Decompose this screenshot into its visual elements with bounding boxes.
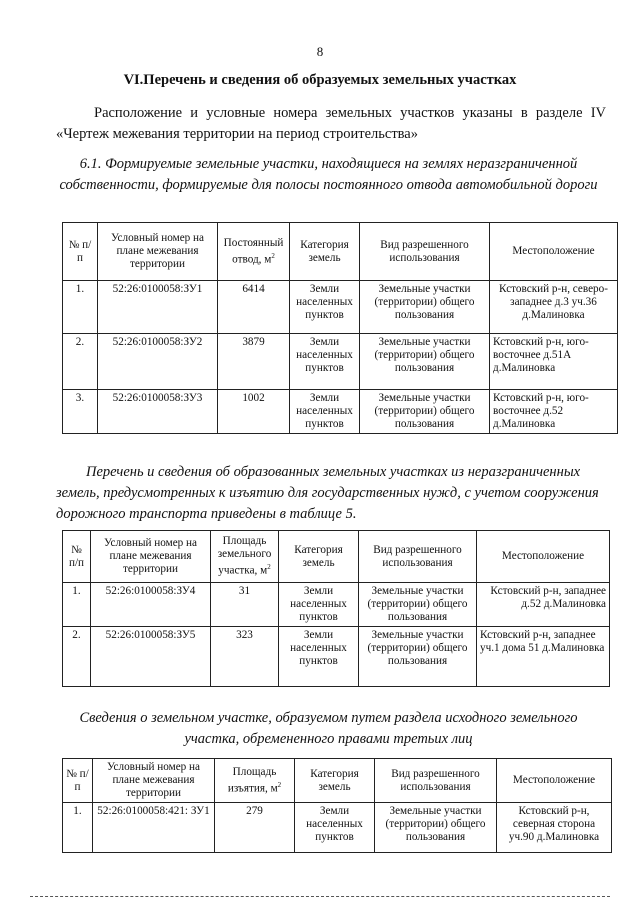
cell-cadastral: 52:26:0100058:421: ЗУ1 xyxy=(93,803,215,853)
cell-category: Земли населенных пунктов xyxy=(279,583,359,627)
section1-title: 6.1. Формируемые земельные участки, находящиеся на землях неразграниченной собственности, формируемые для полосы постоянного отвода автомобильной дороги xyxy=(59,156,598,193)
cell-category: Земли населенных пунктов xyxy=(290,334,360,390)
cell-num: 3. xyxy=(63,390,98,434)
cell-area: 6414 xyxy=(218,281,290,334)
division-table xyxy=(62,758,612,853)
cell-use: Земельные участки (территории) общего пользования xyxy=(375,803,497,853)
table-header-row xyxy=(63,531,610,583)
cell-use: Земельные участки (территории) общего пользования xyxy=(359,583,477,627)
cell-use: Земельные участки (территории) общего пользования xyxy=(360,390,490,434)
section2-title: Перечень и сведения об образованных земельных участках из неразграниченных земель, предусмотренных к изъятию для государственных нужд, с учетом сооружения дорожного транспорта приведены в таблице 5. xyxy=(56,464,599,522)
cell-cadastral: 52:26:0100058:ЗУ1 xyxy=(98,281,218,334)
header-location: Местоположение xyxy=(490,223,618,281)
cell-area: 279 xyxy=(215,803,295,853)
header-area: Площадь изъятия, $м^2$ xyxy=(215,759,295,803)
header-area: Постоянный отвод, $м^2$ xyxy=(218,223,290,281)
header-category: Категория земель xyxy=(295,759,375,803)
cell-location: Кстовский р-н, северо-западнее д.3 уч.36 д.Малиновка xyxy=(490,281,618,334)
cell-category: Земли населенных пунктов xyxy=(290,390,360,434)
header-area: Площадь земельного участка, $м^2$ xyxy=(211,531,279,583)
cell-use: Земельные участки (территории) общего пользования xyxy=(360,334,490,390)
header-num: № п/п xyxy=(63,531,91,583)
section-heading: VI.Перечень и сведения об образуемых земельных участках xyxy=(123,72,517,88)
cell-area: 323 xyxy=(211,627,279,687)
cell-location: Кстовский р-н, западнее д.52 д.Малиновка xyxy=(477,583,610,627)
header-category: Категория земель xyxy=(279,531,359,583)
table-row xyxy=(63,803,612,853)
cell-area: 31 xyxy=(211,583,279,627)
header-num: № п/п xyxy=(63,223,98,281)
cell-location: Кстовский р-н, северная сторона уч.90 д.Малиновка xyxy=(497,803,612,853)
table-row xyxy=(63,583,610,627)
header-use: Вид разрешенного использования xyxy=(360,223,490,281)
table-row xyxy=(63,281,618,334)
cell-num: 1. xyxy=(63,803,93,853)
cell-num: 1. xyxy=(63,583,91,627)
cell-num: 1. xyxy=(63,281,98,334)
intro-paragraph: Расположение и условные номера земельных участков указаны в разделе IV «Чертеж межевания территории на период строительства» xyxy=(56,105,606,142)
cell-area: 1002 xyxy=(218,390,290,434)
table-header-row xyxy=(63,759,612,803)
table-header-row xyxy=(63,223,618,281)
header-num: № п/п xyxy=(63,759,93,803)
section3-title: Сведения о земельном участке, образуемом путем раздела исходного земельного участка, обремененного правами третьих лиц xyxy=(79,710,578,747)
cell-num: 2. xyxy=(63,334,98,390)
cell-num: 2. xyxy=(63,627,91,687)
cell-cadastral: 52:26:0100058:ЗУ4 xyxy=(91,583,211,627)
header-use: Вид разрешенного использования xyxy=(359,531,477,583)
cell-location: Кстовский р-н, западнее уч.1 дома 51 д.Малиновка xyxy=(477,627,610,687)
header-cadastral: Условный номер на плане межевания территории xyxy=(98,223,218,281)
cell-category: Земли населенных пунктов xyxy=(290,281,360,334)
cell-category: Земли населенных пунктов xyxy=(279,627,359,687)
cell-cadastral: 52:26:0100058:ЗУ3 xyxy=(98,390,218,434)
header-category: Категория земель xyxy=(290,223,360,281)
page-bottom-edge xyxy=(30,896,610,897)
header-location: Местоположение xyxy=(497,759,612,803)
permanent-allotment-table xyxy=(62,222,618,434)
state-needs-table xyxy=(62,530,610,687)
cell-category: Земли населенных пунктов xyxy=(295,803,375,853)
header-cadastral: Условный номер на плане межевания территории xyxy=(93,759,215,803)
cell-cadastral: 52:26:0100058:ЗУ2 xyxy=(98,334,218,390)
cell-location: Кстовский р-н, юго-восточнее д.51А д.Малиновка xyxy=(490,334,618,390)
cell-cadastral: 52:26:0100058:ЗУ5 xyxy=(91,627,211,687)
table-row xyxy=(63,390,618,434)
table-row xyxy=(63,334,618,390)
cell-use: Земельные участки (территории) общего пользования xyxy=(360,281,490,334)
header-location: Местоположение xyxy=(477,531,610,583)
header-use: Вид разрешенного использования xyxy=(375,759,497,803)
header-cadastral: Условный номер на плане межевания территории xyxy=(91,531,211,583)
table-row xyxy=(63,627,610,687)
cell-use: Земельные участки (территории) общего пользования xyxy=(359,627,477,687)
page-number: 8 xyxy=(316,44,324,59)
cell-area: 3879 xyxy=(218,334,290,390)
cell-location: Кстовский р-н, юго-восточнее д.52 д.Малиновка xyxy=(490,390,618,434)
